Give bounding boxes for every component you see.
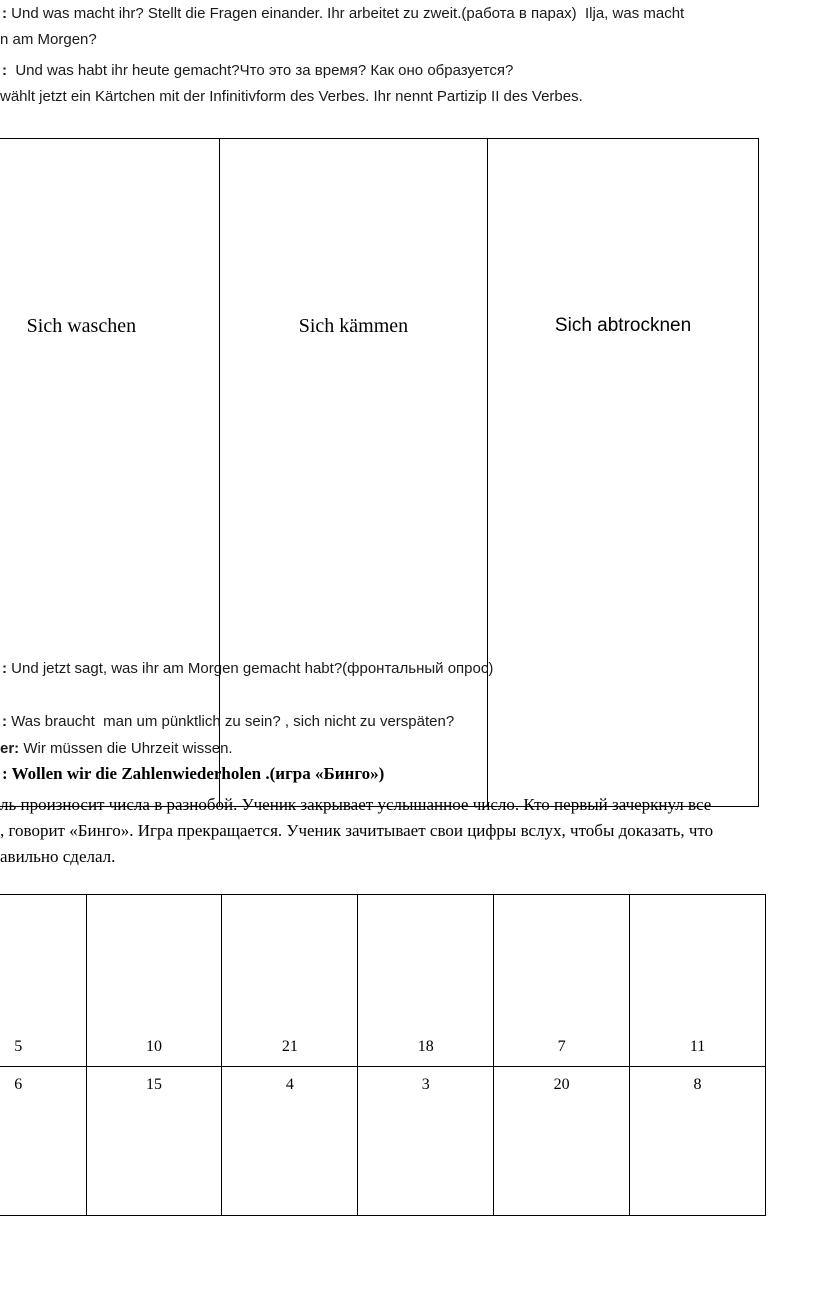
bingo-heading: : Wollen wir die Zahlenwiederholen .(игра «Бинго») <box>2 764 385 783</box>
dialogue-line <box>2 711 454 733</box>
bingo-row <box>0 895 766 1067</box>
bingo-cell: 15 <box>86 1067 222 1216</box>
verb-cards-row <box>0 139 759 807</box>
bingo-cell: 18 <box>358 895 494 1067</box>
bingo-cell: 6 <box>0 1067 86 1216</box>
dialogue-text: Und was macht ihr? Stellt die Fragen einander. Ihr arbeitet zu zweit.(работа в парах) Ilja, was macht <box>7 5 685 22</box>
bingo-cell: 10 <box>86 895 222 1067</box>
bingo-cell: 3 <box>358 1067 494 1216</box>
dialogue-line <box>2 3 684 25</box>
bingo-cell: 5 <box>0 895 86 1067</box>
dialogue-line <box>0 29 97 51</box>
dialogue-text: Was braucht man um pünktlich zu sein? , sich nicht zu verspäten? <box>7 713 455 730</box>
bingo-number-table <box>0 894 766 1216</box>
dialogue-line <box>0 738 233 760</box>
dialogue-line <box>2 60 513 82</box>
bingo-rules-line: , говорит «Бинго». Игра прекращается. Ученик зачитывает свои цифры вслух, чтобы доказать, что <box>0 821 714 840</box>
speaker-label: : <box>2 660 7 677</box>
bingo-cell: 7 <box>494 895 630 1067</box>
dialogue-text: Und jetzt sagt, was ihr am Morgen gemacht habt?(фронтальный опрос) <box>7 660 494 677</box>
verb-card-cell: Sich abtrocknen <box>488 139 759 807</box>
bingo-cell: 8 <box>630 1067 766 1216</box>
dialogue-text: Und was habt ihr heute gemacht?Что это за время? Как оно образуется? <box>7 62 514 79</box>
bingo-cell: 4 <box>222 1067 358 1216</box>
verb-card-cell: Sich kämmen <box>219 139 487 807</box>
dialogue-text: Wir müssen die Uhrzeit wissen. <box>19 740 233 757</box>
bingo-cell: 21 <box>222 895 358 1067</box>
bingo-row <box>0 1067 766 1216</box>
verb-card-cell: Sich waschen <box>0 139 219 807</box>
dialogue-text: wählt jetzt ein Kärtchen mit der Infinitivform des Verbes. Ihr nennt Partizip II des Verbes. <box>0 88 583 105</box>
bingo-cell: 20 <box>494 1067 630 1216</box>
bingo-rules-line: авильно сделал. <box>0 847 116 866</box>
bingo-rules-line: ль произносит числа в разнобой. Ученик закрывает услышанное число. Кто первый зачеркнул все <box>0 795 712 814</box>
dialogue-line <box>2 658 493 680</box>
speaker-label: : <box>2 713 7 730</box>
verb-cards-table <box>0 138 759 807</box>
speaker-label: : <box>2 62 7 79</box>
dialogue-line <box>0 86 583 108</box>
dialogue-text: n am Morgen? <box>0 31 97 48</box>
speaker-label: er: <box>0 740 20 757</box>
bingo-cell: 11 <box>630 895 766 1067</box>
speaker-label: : <box>2 5 7 22</box>
